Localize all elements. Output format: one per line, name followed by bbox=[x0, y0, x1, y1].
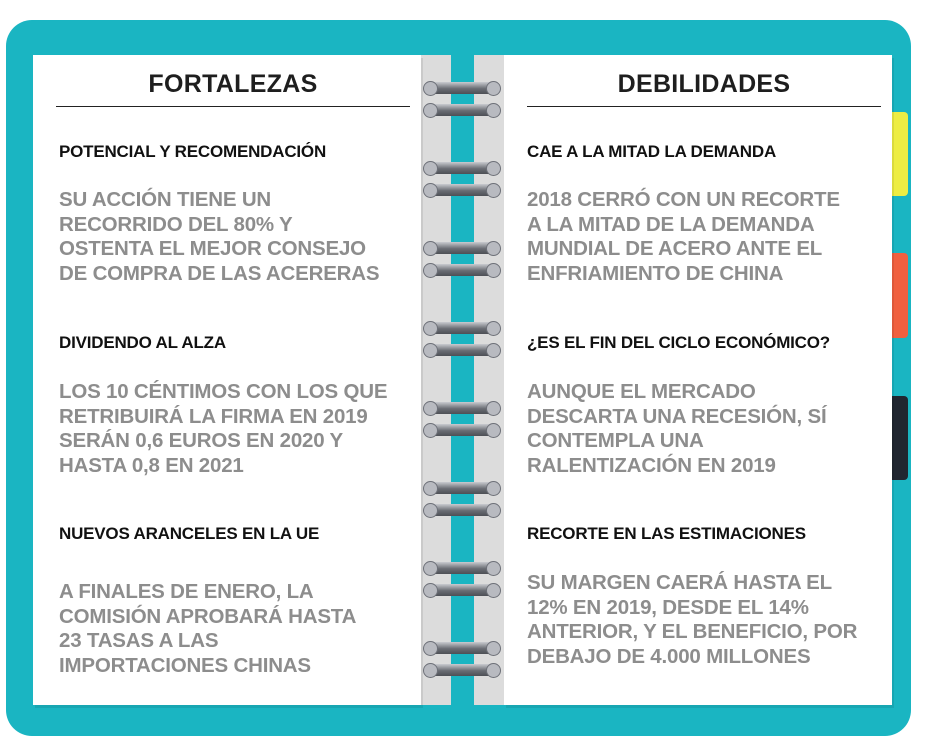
binder-ring-icon bbox=[427, 642, 497, 654]
binder-ring-icon bbox=[427, 162, 497, 174]
side-tab-red bbox=[890, 253, 908, 338]
binder-ring-icon bbox=[427, 482, 497, 494]
debilidad-1-body: 2018 CERRÓ CON UN RECORTE A LA MITAD DE LA DEMANDA MUNDIAL DE ACERO ANTE EL ENFRIAMIENTO DE CHINA bbox=[527, 188, 840, 285]
notebook-spine bbox=[451, 55, 474, 705]
debilidad-3-body: SU MARGEN CAERÁ HASTA EL 12% EN 2019, DESDE EL 14% ANTERIOR, Y EL BENEFICIO, POR DEBAJO DE 4.000 MILLONES bbox=[527, 571, 858, 668]
debilidad-3-title: RECORTE EN LAS ESTIMACIONES bbox=[527, 524, 806, 543]
fortaleza-2-body: LOS 10 CÉNTIMOS CON LOS QUE RETRIBUIRÁ LA FIRMA EN 2019 SERÁN 0,6 EUROS EN 2020 Y HASTA 0,8 EN 2021 bbox=[59, 380, 388, 477]
debilidad-1-title: CAE A LA MITAD LA DEMANDA bbox=[527, 142, 777, 161]
binder-ring-icon bbox=[427, 322, 497, 334]
binder-ring-icon bbox=[427, 664, 497, 676]
binder-ring-icon bbox=[427, 402, 497, 414]
fortalezas-heading-rule bbox=[56, 106, 410, 107]
binder-ring-icon bbox=[427, 82, 497, 94]
fortaleza-3-body: A FINALES DE ENERO, LA COMISIÓN APROBARÁ HASTA 23 TASAS A LAS IMPORTACIONES CHINAS bbox=[59, 580, 357, 677]
debilidades-heading-rule bbox=[527, 106, 881, 107]
debilidades-heading: DEBILIDADES bbox=[617, 70, 791, 98]
fortaleza-1-title: POTENCIAL Y RECOMENDACIÓN bbox=[59, 142, 327, 161]
binder-ring-icon bbox=[427, 184, 497, 196]
binder-ring-icon bbox=[427, 562, 497, 574]
debilidad-2-title: ¿ES EL FIN DEL CICLO ECONÓMICO? bbox=[527, 333, 830, 352]
debilidad-2-body: AUNQUE EL MERCADO DESCARTA UNA RECESIÓN, SÍ CONTEMPLA UNA RALENTIZACIÓN EN 2019 bbox=[527, 380, 827, 477]
binder-ring-icon bbox=[427, 344, 497, 356]
fortaleza-2-title: DIVIDENDO AL ALZA bbox=[59, 333, 226, 352]
binder-ring-icon bbox=[427, 584, 497, 596]
binder-ring-icon bbox=[427, 504, 497, 516]
left-page-gutter bbox=[421, 55, 451, 705]
fortaleza-1-body: SU ACCIÓN TIENE UN RECORRIDO DEL 80% Y OSTENTA EL MEJOR CONSEJO DE COMPRA DE LAS ACERERAS bbox=[59, 188, 380, 285]
right-page-gutter bbox=[474, 55, 504, 705]
binder-ring-icon bbox=[427, 264, 497, 276]
binder-ring-icon bbox=[427, 424, 497, 436]
side-tab-yellow bbox=[890, 112, 908, 196]
binder-ring-icon bbox=[427, 104, 497, 116]
fortaleza-3-title: NUEVOS ARANCELES EN LA UE bbox=[59, 524, 320, 543]
fortalezas-heading: FORTALEZAS bbox=[148, 70, 318, 98]
binder-ring-icon bbox=[427, 242, 497, 254]
side-tab-dark bbox=[890, 396, 908, 480]
